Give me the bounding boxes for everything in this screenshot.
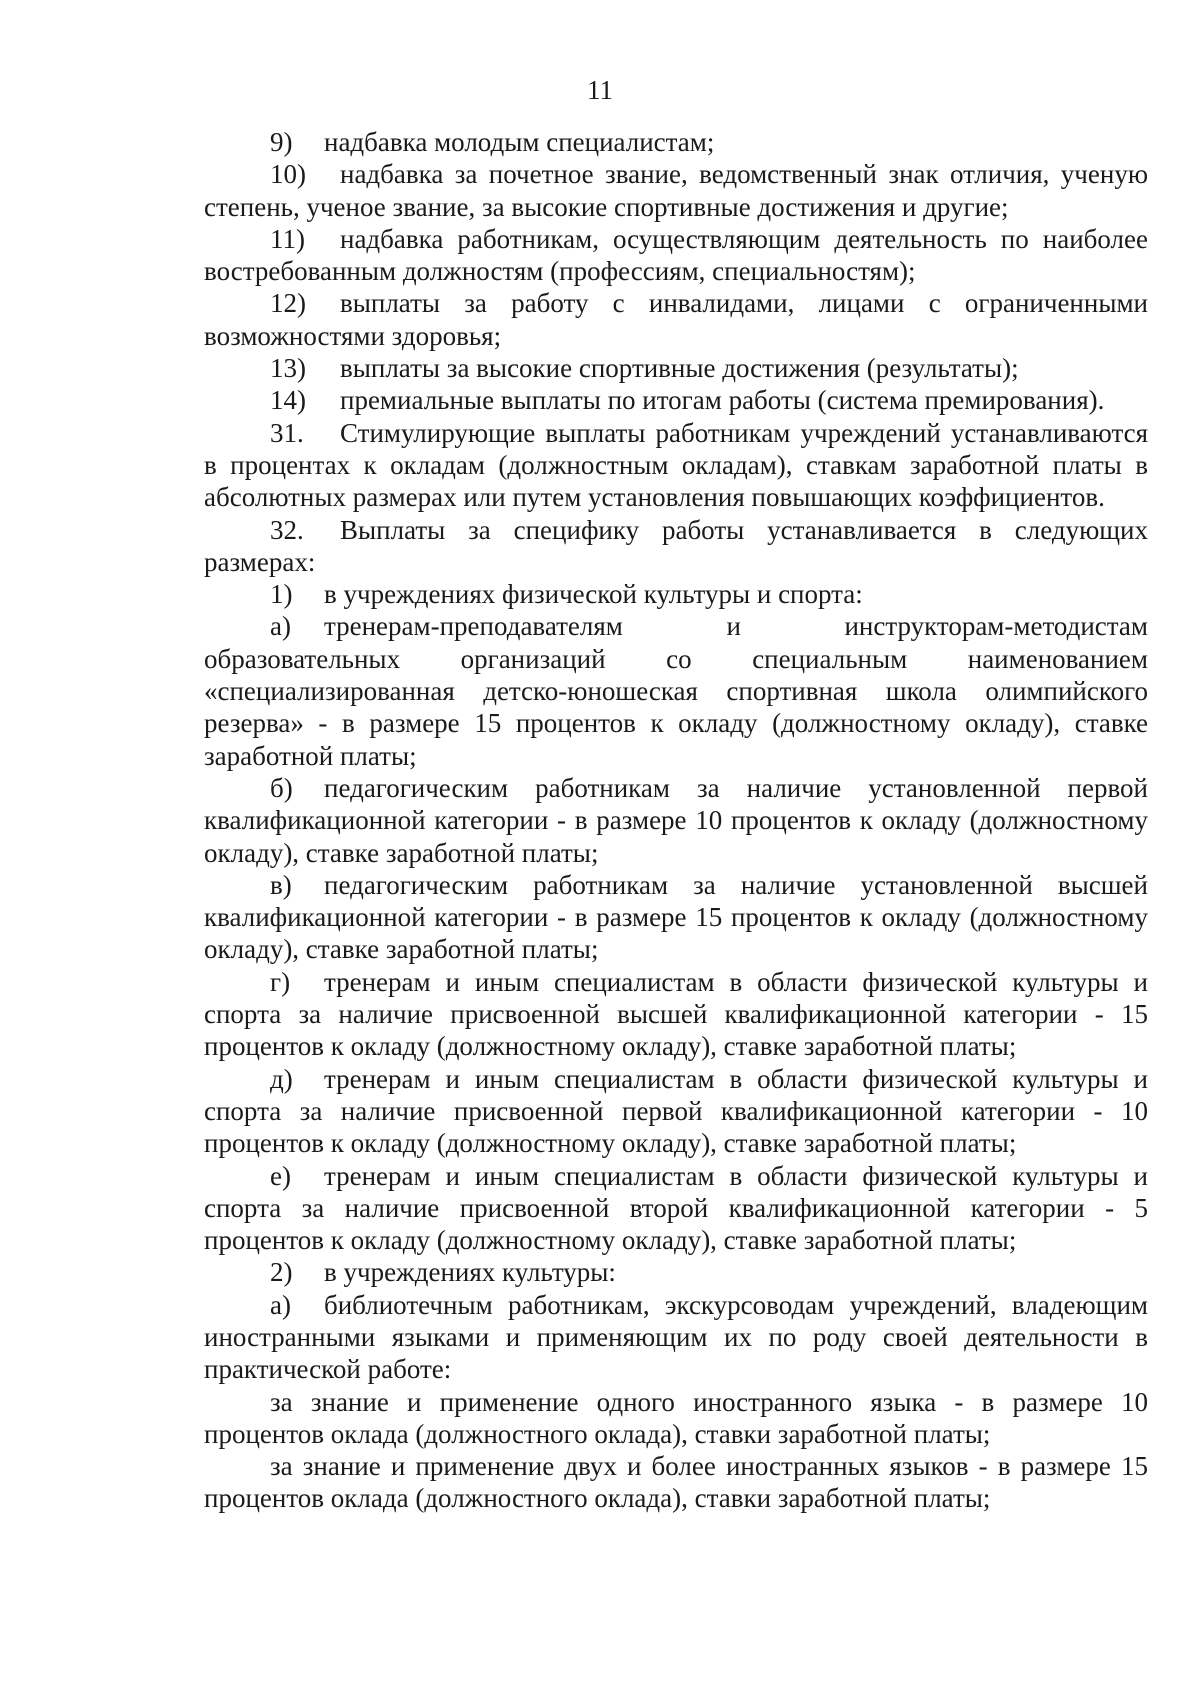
paragraph-marker: б)	[270, 772, 293, 803]
paragraph-text: за знание и применение одного иностранного языка - в размере 10 процентов оклада (должностного оклада), ставки заработной платы;	[204, 1386, 1148, 1449]
paragraph-text: тренерам-преподавателям и инструкторам-методистам образовательных организаций со специальным наименованием «специализированная детско-юношеская спортивная школа олимпийского резерва» - в размере 15 процентов к окладу (должностному окладу), ставке заработной платы;	[204, 611, 1148, 771]
paragraph	[204, 1289, 1148, 1386]
document-body	[204, 126, 1148, 1515]
paragraph	[204, 1256, 1148, 1288]
paragraph-marker: 2)	[270, 1257, 293, 1288]
paragraph	[204, 578, 1148, 610]
paragraph	[204, 352, 1148, 384]
paragraph	[204, 417, 1148, 514]
paragraph-text: выплаты за работу с инвалидами, лицами с ограниченными возможностями здоровья;	[204, 288, 1148, 351]
paragraph-marker: е)	[270, 1160, 291, 1191]
paragraph-marker: 9)	[270, 127, 293, 157]
paragraph-text: тренерам и иным специалистам в области физической культуры и спорта за наличие присвоенной первой квалификационной категории - 10 процентов к окладу (должностному окладу), ставке заработной платы;	[204, 1063, 1148, 1159]
paragraph	[204, 384, 1148, 416]
page-number: 11	[587, 75, 613, 105]
paragraph-text: надбавка молодым специалистам;	[324, 127, 715, 157]
paragraph-text: выплаты за высокие спортивные достижения (результаты);	[340, 353, 1019, 384]
paragraph-marker: 1)	[270, 579, 293, 610]
paragraph-marker: 12)	[270, 288, 306, 319]
paragraph-marker: 13)	[270, 353, 306, 384]
paragraph-text: премиальные выплаты по итогам работы (система премирования).	[340, 385, 1105, 416]
paragraph-text: за знание и применение двух и более иностранных языков - в размере 15 процентов оклада (должностного оклада), ставки заработной платы;	[204, 1451, 1148, 1514]
paragraph	[204, 287, 1148, 352]
paragraph	[204, 610, 1148, 771]
paragraph-marker: 11)	[270, 223, 305, 254]
paragraph-text: педагогическим работникам за наличие установленной первой квалификационной категории - в размере 10 процентов к окладу (должностному окладу), ставке заработной платы;	[204, 772, 1148, 868]
paragraph	[204, 158, 1148, 223]
paragraph-text: Выплаты за специфику работы устанавливается в следующих размерах:	[204, 514, 1148, 577]
paragraph-text: в учреждениях физической культуры и спорта:	[324, 579, 863, 610]
paragraph-marker: 32.	[270, 514, 304, 545]
paragraph-marker: 14)	[270, 385, 306, 416]
paragraph-marker: в)	[270, 869, 292, 900]
paragraph	[204, 1450, 1148, 1515]
paragraph	[204, 966, 1148, 1063]
paragraph	[204, 223, 1148, 288]
paragraph	[204, 1160, 1148, 1257]
paragraph	[204, 772, 1148, 869]
paragraph-text: в учреждениях культуры:	[324, 1257, 616, 1288]
paragraph	[204, 1386, 1148, 1451]
paragraph	[204, 514, 1148, 579]
paragraph-marker: 31.	[270, 417, 304, 448]
paragraph-marker: г)	[270, 966, 291, 997]
paragraph	[204, 126, 1148, 158]
paragraph	[204, 869, 1148, 966]
paragraph-text: тренерам и иным специалистам в области физической культуры и спорта за наличие присвоенной высшей квалификационной категории - 15 процентов к окладу (должностному окладу), ставке заработной платы;	[204, 966, 1148, 1062]
paragraph-text: надбавка работникам, осуществляющим деятельность по наиболее востребованным должностям (профессиям, специальностям);	[204, 223, 1148, 287]
paragraph-text: библиотечным работникам, экскурсоводам учреждений, владеющим иностранными языками и применяющим их по роду своей деятельности в практической работе:	[204, 1289, 1148, 1385]
paragraph-marker: 10)	[270, 159, 306, 190]
paragraph-marker: а)	[270, 1289, 291, 1320]
paragraph-text: надбавка за почетное звание, ведомственный знак отличия, ученую степень, ученое звание, за высокие спортивные достижения и другие;	[204, 159, 1148, 222]
paragraph	[204, 1063, 1148, 1160]
paragraph-text: педагогическим работникам за наличие установленной высшей квалификационной категории - в размере 15 процентов к окладу (должностному окладу), ставке заработной платы;	[204, 869, 1148, 965]
paragraph-marker: а)	[270, 611, 291, 642]
paragraph-text: тренерам и иным специалистам в области физической культуры и спорта за наличие присвоенной второй квалификационной категории - 5 процентов к окладу (должностному окладу), ставке заработной платы;	[204, 1160, 1148, 1256]
paragraph-marker: д)	[270, 1063, 293, 1094]
paragraph-text: Стимулирующие выплаты работникам учреждений устанавливаются в процентах к окладам (должностным окладам), ставкам заработной платы в абсолютных размерах или путем установления повышающих коэффициентов.	[204, 417, 1148, 513]
